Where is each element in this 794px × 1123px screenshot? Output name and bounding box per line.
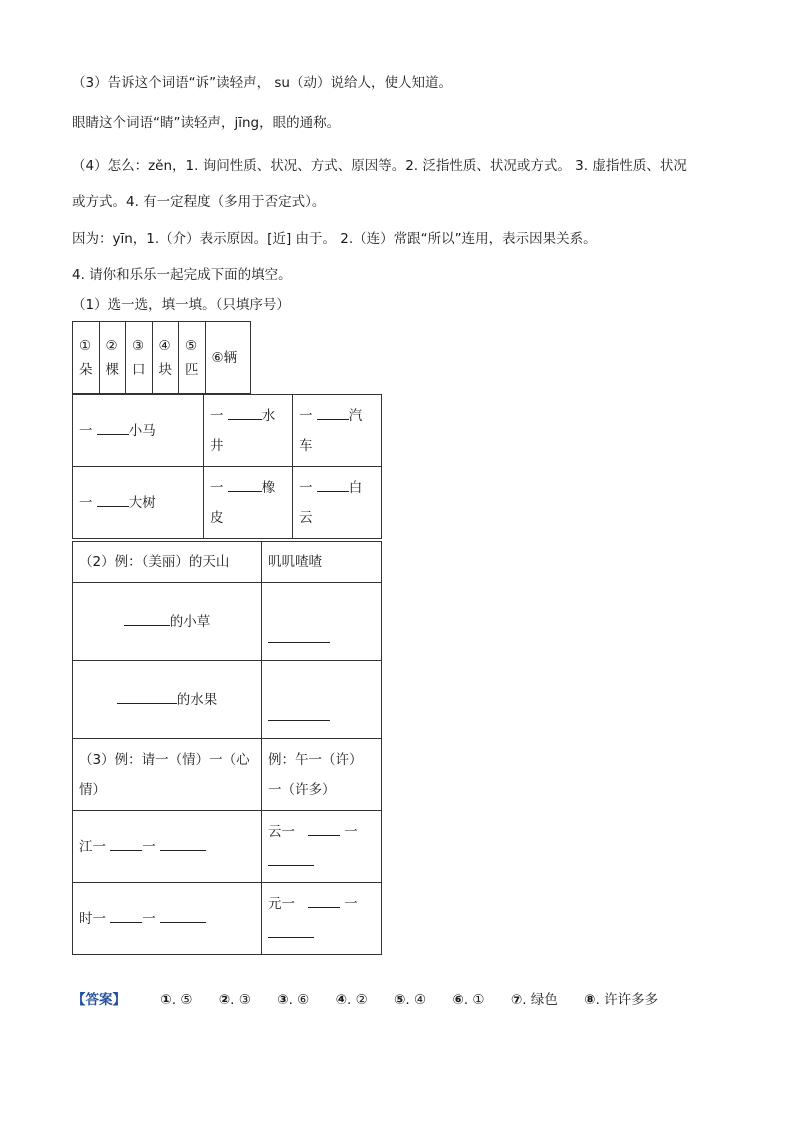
part2-part3-table (72, 541, 382, 955)
answer-blank[interactable] (124, 611, 170, 626)
answer-blank[interactable] (268, 706, 330, 721)
part2-row-xiaocao: 的小草 (73, 583, 262, 661)
part2-row-shuiguo: 的水果 (73, 661, 262, 739)
answer-blank[interactable] (110, 836, 142, 851)
part3-row-jiang: 江一 一 (73, 811, 262, 883)
answer-blank[interactable] (268, 923, 314, 938)
fill-cell-xiaoma: 一 小马 (73, 395, 204, 467)
answer-item-2: ②. ③ (218, 992, 251, 1008)
paragraph-4-zen-1: （4）怎么：zěn，1. 询问性质、状况、方式、原因等。2. 泛指性质、状况或方式。 3. 虚指性质、状况 (72, 158, 687, 174)
answer-blank[interactable] (160, 908, 206, 923)
part3-row-yuan: 元一 一 (262, 883, 382, 955)
answer-item-8: ⑧. 许许多多 (584, 992, 659, 1008)
answer-blank[interactable] (160, 836, 206, 851)
answer-blank[interactable] (308, 821, 340, 836)
answer-blank[interactable] (308, 893, 340, 908)
fill-cell-shuijing: 一 水井 (204, 395, 293, 467)
paragraph-3-su: （3）告诉这个词语“诉”读轻声， su（动）说给人，使人知道。 (72, 75, 452, 91)
answer-tag: 【答案】 (72, 992, 126, 1008)
option-4: ④ 块 (152, 322, 179, 394)
answer-blank[interactable] (317, 477, 349, 492)
answer-item-4: ④. ② (335, 992, 368, 1008)
part2-row-xiaocao-right (262, 583, 382, 661)
fill-cell-dashu: 一 大树 (73, 467, 204, 539)
paragraph-yin: 因为：yīn，1.（介）表示原因。[近] 由于。 2.（连）常跟“所以”连用，表示因果关系。 (72, 231, 597, 247)
option-5: ⑤ 匹 (179, 322, 206, 394)
answer-blank[interactable] (117, 689, 177, 704)
option-6: ⑥辆 (205, 322, 250, 394)
fill-cell-baiyun: 一 白云 (293, 467, 382, 539)
option-1: ① 朵 (73, 322, 100, 394)
answer-blank[interactable] (97, 420, 129, 435)
answer-item-7: ⑦. 绿色 (510, 992, 558, 1008)
part3-example-right: 例：午一（许）一（许多） (262, 739, 382, 811)
answer-item-6: ⑥. ① (452, 992, 485, 1008)
paragraph-4-zen-2: 或方式。4. 有一定程度（多用于否定式）。 (72, 194, 326, 210)
answer-line (72, 988, 680, 1008)
part2-example: （2）例：（美丽）的天山 (73, 542, 262, 583)
part3-row-shi: 时一 一 (73, 883, 262, 955)
question-4-part1-title: （1）选一选，填一填。（只填序号） (72, 297, 290, 313)
part3-example-left: （3）例：请一（情）一（心情） (73, 739, 262, 811)
answer-blank[interactable] (317, 405, 349, 420)
option-3: ③ 口 (126, 322, 153, 394)
fill-cell-qiche: 一 汽车 (293, 395, 382, 467)
part3-row-yun: 云一 一 (262, 811, 382, 883)
answer-blank[interactable] (228, 477, 262, 492)
part2-example-right: 叽叽喳喳 (262, 542, 382, 583)
answer-blank[interactable] (268, 628, 330, 643)
answer-blank[interactable] (110, 908, 142, 923)
paragraph-jing: 眼睛这个词语“睛”读轻声，jīng，眼的通称。 (72, 115, 341, 131)
options-table (72, 321, 251, 394)
answer-item-1: ①. ⑤ (160, 992, 193, 1008)
part2-row-shuiguo-right (262, 661, 382, 739)
question-4-title: 4. 请你和乐乐一起完成下面的填空。 (72, 267, 292, 283)
answer-item-3: ③. ⑥ (277, 992, 310, 1008)
answer-blank[interactable] (97, 492, 129, 507)
answer-item-5: ⑤. ④ (393, 992, 427, 1008)
answer-blank[interactable] (228, 405, 262, 420)
option-2: ② 棵 (99, 322, 126, 394)
measure-word-table (72, 394, 382, 539)
answer-blank[interactable] (268, 851, 314, 866)
fill-cell-xiangpi: 一 橡皮 (204, 467, 293, 539)
